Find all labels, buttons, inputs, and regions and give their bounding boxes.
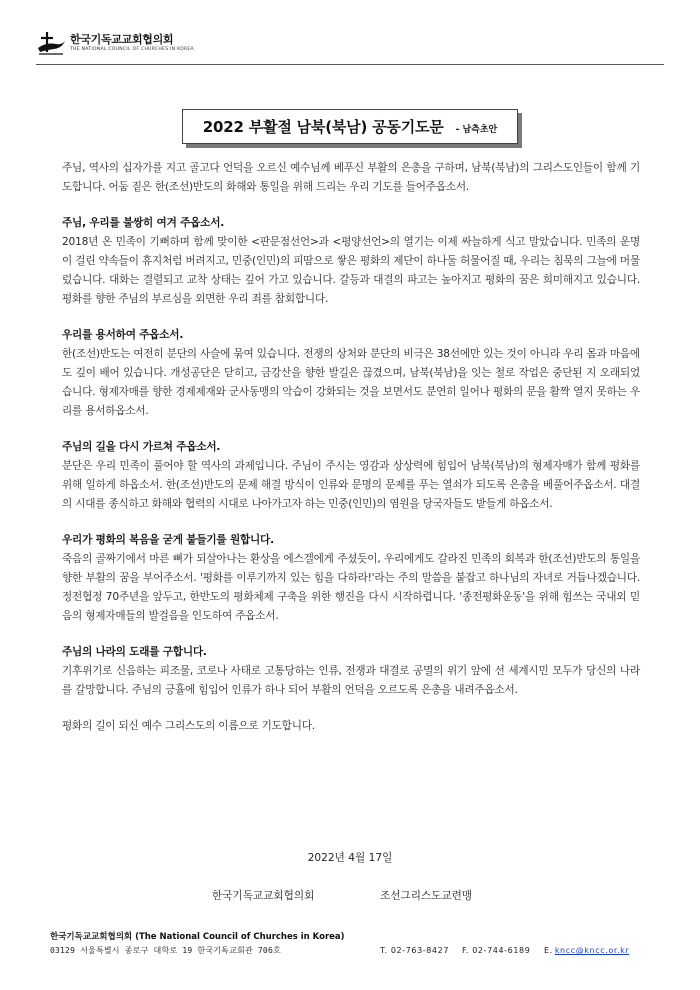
document-date: 2022년 4월 17일 — [307, 852, 393, 864]
section-text: 분단은 우리 민족이 풀어야 할 역사의 과제입니다. 주님이 주시는 영감과 상상력에 힘입어 남북(북남)의 형제자매가 함께 평화를 위해 일하게 하옵소서. 한(조선)반도의 문제 해결 방식이 인류와 문명의 문제를 푸는 열쇠가 되도록 은총을 베풀어주옵소서. 대결의 시대를 종식하고 화해와 협력의 시대로 나아가고자 하는 민중(인민)의 염원을 당국자들도 받들게 하옵소서. — [62, 460, 640, 510]
section-1 — [62, 214, 640, 309]
header-divider — [36, 64, 664, 65]
section-text: 기후위기로 신음하는 피조물, 코로나 사태로 고통당하는 인류, 전쟁과 대결로 공멸의 위기 앞에 선 세계시민 모두가 당신의 나라를 갈망합니다. 주님의 긍휼에 힘입어 인류가 하나 되어 부활의 언덕을 오르도록 은총을 내려주옵소서. — [62, 665, 640, 696]
section-2 — [62, 326, 640, 421]
cross-dove-logo-icon — [36, 30, 66, 56]
org-name-en: THE NATIONAL COUNCIL OF CHURCHES IN KOREA — [70, 47, 194, 52]
closing-line: 평화의 길이 되신 예수 그리스도의 이름으로 기도합니다. — [62, 720, 315, 732]
section-heading: 우리를 용서하여 주옵소서. — [62, 329, 184, 341]
document-title: 2022 부활절 남북(북남) 공동기도문 — [202, 118, 444, 136]
signer-kcf: 조선그리스도교련맹 — [380, 890, 473, 902]
footer-email-link[interactable]: kncc@kncc.or.kr — [554, 946, 630, 955]
section-5 — [62, 643, 640, 700]
footer-address: 03129 서울특별시 종로구 대학로 19 한국기독교회관 706호 — [50, 946, 281, 955]
org-header — [36, 30, 194, 56]
section-text: 한(조선)반도는 여전히 분단의 사슬에 묶여 있습니다. 전쟁의 상처와 분단의 비극은 38선에만 있는 것이 아니라 우리 몸과 마음에도 깊이 배어 있습니다. 개성공단은 닫히고, 금강산을 향한 발길은 끊겼으며, 남북(북남)을 잇는 철로 작업은 중단된 지 오래되었습니다. 형제자매를 향한 경제제재와 군사동맹의 악습이 강화되는 것을 보면서도 분연히 일어나 평화의 문을 활짝 열지 못하는 우리를 용서하옵소서. — [62, 348, 640, 417]
footer-phone: T. 02-763-8427 — [380, 946, 450, 955]
signer-kncc: 한국기독교교회협의회 — [212, 890, 315, 902]
footer-email-label: E. — [544, 946, 553, 955]
section-heading: 우리가 평화의 복음을 굳게 붙들기를 원합니다. — [62, 534, 274, 546]
org-name-ko: 한국기독교교회협의회 — [70, 33, 174, 46]
section-3 — [62, 438, 640, 514]
footer-contact-row — [50, 944, 650, 958]
section-text: 죽음의 골짜기에서 마른 뼈가 되살아나는 환상을 에스겔에게 주셨듯이, 우리에게도 갈라진 민족의 회복과 한(조선)반도의 통일을 향한 부활의 꿈을 부어주소서. '평화를 이루기까지 있는 힘을 다하라!'라는 주의 말씀을 붙잡고 하나님의 자녀로 거듭나겠습니다. 정전협정 70주년을 앞두고, 한반도의 평화체제 구축을 위한 행진을 다시 시작하렵니다. '종전평화운동'을 위해 힘쓰는 국내외 믿음의 형제자매들의 발걸음을 인도하여 주옵소서. — [62, 553, 640, 622]
footer-org: 한국기독교교회협의회 (The National Council of Churches in Korea) — [50, 932, 345, 942]
section-heading: 주님의 길을 다시 가르쳐 주옵소서. — [62, 441, 221, 453]
prayer-body — [62, 159, 640, 736]
document-title-box — [182, 109, 518, 144]
section-heading: 주님, 우리를 불쌍히 여겨 주옵소서. — [62, 217, 225, 229]
footer — [50, 930, 650, 958]
section-heading: 주님의 나라의 도래를 구합니다. — [62, 646, 207, 658]
section-4 — [62, 531, 640, 626]
footer-fax: F. 02-744-6189 — [462, 946, 531, 955]
intro-paragraph: 주님, 역사의 십자가를 지고 골고다 언덕을 오르신 예수님께 베푸신 부활의 은총을 구하며, 남북(북남)의 그리스도인들이 함께 기도합니다. 어둠 짙은 한(조선)반도의 화해와 통일을 위해 드리는 우리 기도를 들어주옵소서. — [62, 162, 640, 193]
document-subtitle: - 남측초안 — [455, 124, 498, 135]
section-text: 2018년 온 민족이 기뻐하며 함께 맞이한 <판문점선언>과 <평양선언>의 열기는 이제 싸늘하게 식고 말았습니다. 민족의 운명이 걸린 약속들이 휴지처럼 버려지고, 민중(인민)의 피땀으로 쌓은 평화의 제단이 하나둘 허물어질 때, 우리는 침묵의 그늘에 머물렀습니다. 대화는 결렬되고 교착 상태는 깊어 가고 있습니다. 갈등과 대결의 파고는 높아지고 평화의 꿈은 희미해지고 있습니다. 평화를 향한 주님의 부르심을 외면한 우리 죄를 참회합니다. — [62, 236, 640, 305]
